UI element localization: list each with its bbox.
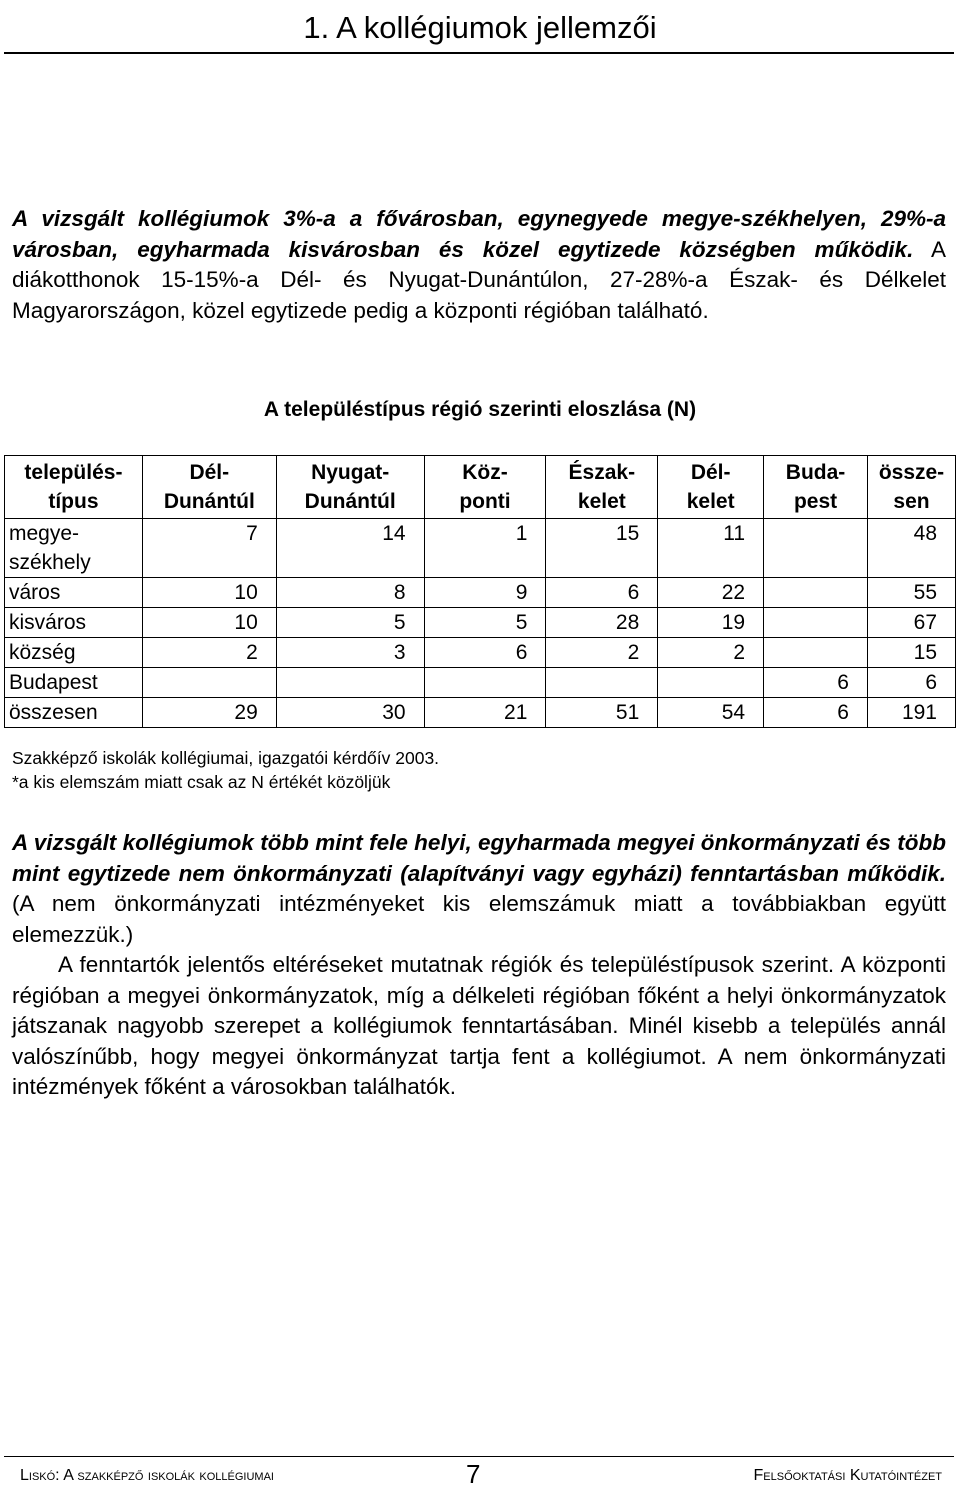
table-row — [5, 698, 956, 728]
body-text-1: (A nem önkormányzati intézményeket kis elemszámuk miatt a továbbiakban együtt elemezzük.) — [12, 891, 946, 947]
intro-emphasis: A vizsgált kollégiumok 3%-a a fővárosban, egynegyede megye-székhelyen, 29%-a városban, egyharmada kisvárosban és közel egytizede községben működik. — [12, 206, 946, 262]
table-cell — [764, 608, 868, 638]
table-cell: 14 — [276, 519, 424, 578]
table-header-text: típus — [48, 490, 99, 513]
table-header-text: Nyugat- — [311, 461, 390, 484]
table-cell: 6 — [867, 668, 955, 698]
row-label: megye- székhely — [5, 519, 143, 578]
table-header-text: sen — [893, 490, 930, 513]
table-cell: 6 — [424, 638, 546, 668]
table-cell — [424, 668, 546, 698]
table-cell: 55 — [867, 578, 955, 608]
table-footnote: *a kis elemszám miatt csak az N értékét közöljük — [12, 772, 391, 792]
table-cell: 5 — [276, 608, 424, 638]
table-cell: 6 — [764, 668, 868, 698]
table-cell — [658, 668, 764, 698]
title-divider — [4, 52, 954, 54]
table-header-cell — [764, 456, 868, 519]
row-label: város — [5, 578, 143, 608]
table-cell: 21 — [424, 698, 546, 728]
table-header-text: pest — [793, 490, 838, 513]
table-source-note: Szakképző iskolák kollégiumai, igazgatói kérdőív 2003. — [12, 748, 440, 768]
table-row — [5, 608, 956, 638]
table-cell: 10 — [142, 608, 276, 638]
table-cell: 67 — [867, 608, 955, 638]
body-text-2: A fenntartók jelentős eltéréseket mutatnak régiók és településtípusok szerint. A központi régióban a megyei önkormányzatok, míg a délkeleti régióban főként a helyi önkormányzatok játszanak nagyobb szerepet a kollégiumok fenntartásában. Minél kisebb a település annál valószínűbb, hogy megyei önkormányzat tartja fent a kollégiumot. A nem önkormányzati intézmények főként a városokban találhatók. — [12, 952, 946, 1099]
page-number: 7 — [466, 1459, 481, 1489]
table-header-text: Dél- — [690, 461, 731, 484]
table-cell — [142, 668, 276, 698]
table-cell: 3 — [276, 638, 424, 668]
table-cell: 19 — [658, 608, 764, 638]
table-cell: 48 — [867, 519, 955, 578]
table-cell: 191 — [867, 698, 955, 728]
footer-institute: Felsőoktatási Kutatóintézet — [753, 1467, 942, 1484]
footer-divider — [4, 1456, 954, 1457]
table-header-row — [5, 456, 956, 519]
table-row — [5, 668, 956, 698]
table-cell: 1 — [424, 519, 546, 578]
row-label: összesen — [5, 698, 143, 728]
intro-paragraph — [12, 204, 946, 326]
table-header-text: ponti — [459, 490, 511, 513]
table-header-text: kelet — [686, 490, 735, 513]
table-header-cell — [424, 456, 546, 519]
table-header-text: Dél- — [189, 461, 230, 484]
table-cell: 28 — [546, 608, 658, 638]
table-header-text: Dunántúl — [163, 490, 255, 513]
footer-author-title: Liskó: A szakképző iskolák kollégiumai — [20, 1467, 274, 1484]
table-cell: 6 — [764, 698, 868, 728]
table-header-text: település- — [24, 461, 123, 484]
body-emphasis: A vizsgált kollégiumok több mint fele helyi, egyharmada megyei önkormányzati és több mint egytizede nem önkormányzati (alapítványi vagy egyházi) fenntartásban működik. — [12, 830, 946, 886]
table-header-text: Buda- — [785, 461, 846, 484]
table-header-cell — [5, 456, 143, 519]
table-header-cell — [546, 456, 658, 519]
table-header-cell — [658, 456, 764, 519]
table-cell: 2 — [546, 638, 658, 668]
table-header-text: kelet — [577, 490, 626, 513]
distribution-table — [4, 455, 956, 728]
table-cell: 11 — [658, 519, 764, 578]
table-cell — [546, 668, 658, 698]
table-header-cell — [276, 456, 424, 519]
table-cell: 10 — [142, 578, 276, 608]
table-cell: 30 — [276, 698, 424, 728]
table-cell: 2 — [658, 638, 764, 668]
table-cell: 15 — [867, 638, 955, 668]
table-cell: 7 — [142, 519, 276, 578]
table-cell: 9 — [424, 578, 546, 608]
table-row — [5, 578, 956, 608]
intro-text: A diákotthonok 15-15%-a Dél- és Nyugat-Dunántúlon, 27-28%-a Észak- és Délkelet Magyarországon, közel egytizede pedig a központi régióban található. — [12, 236, 946, 323]
table-header-text: Köz- — [462, 461, 508, 484]
table-header-text: Dunántúl — [304, 490, 396, 513]
row-label: Budapest — [5, 668, 143, 698]
row-label: község — [5, 638, 143, 668]
table-cell: 5 — [424, 608, 546, 638]
table-cell: 2 — [142, 638, 276, 668]
table-cell — [764, 638, 868, 668]
table-cell: 51 — [546, 698, 658, 728]
table-header-text: össze- — [878, 461, 945, 484]
table-cell — [276, 668, 424, 698]
table-row — [5, 519, 956, 578]
table-cell — [764, 578, 868, 608]
table-header-text: Észak- — [568, 461, 636, 484]
row-label: kisváros — [5, 608, 143, 638]
table-caption: A településtípus régió szerinti eloszlása (N) — [263, 398, 697, 421]
table-cell: 8 — [276, 578, 424, 608]
table-header-cell — [142, 456, 276, 519]
table-cell: 22 — [658, 578, 764, 608]
table-row — [5, 638, 956, 668]
table-cell: 6 — [546, 578, 658, 608]
table-cell: 15 — [546, 519, 658, 578]
table-cell — [764, 519, 868, 578]
table-cell: 29 — [142, 698, 276, 728]
body-paragraph — [12, 828, 946, 1103]
table-header-cell — [867, 456, 955, 519]
table-cell: 54 — [658, 698, 764, 728]
page-title: 1. A kollégiumok jellemzői — [303, 10, 657, 45]
